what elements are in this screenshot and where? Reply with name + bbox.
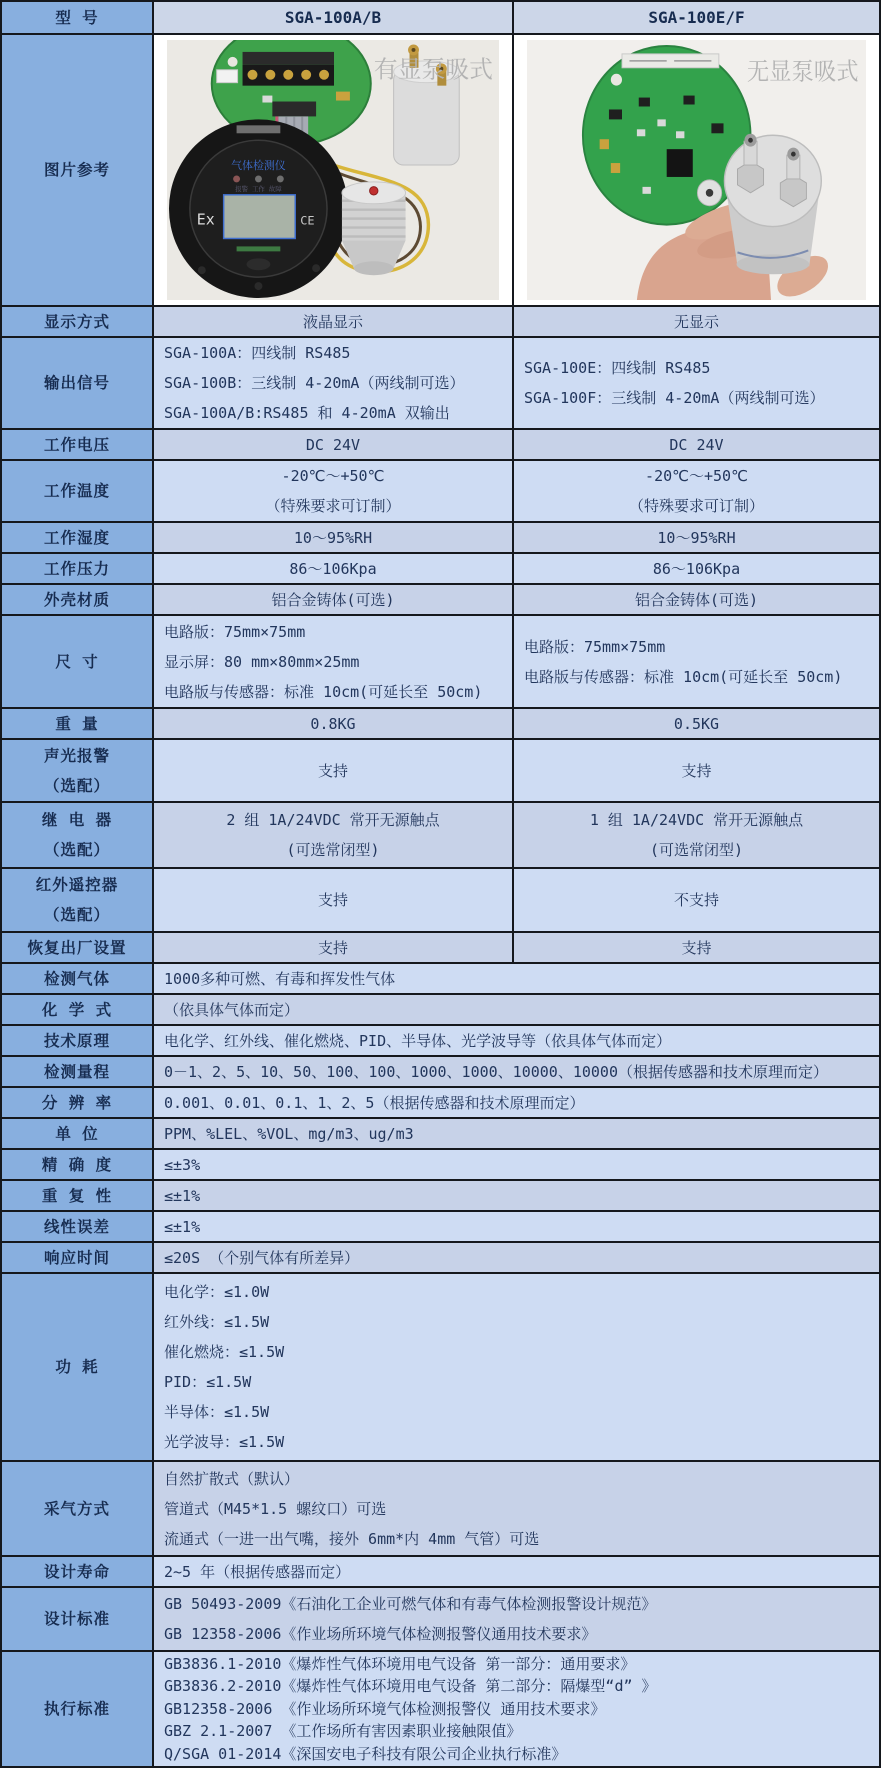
row-label: 外壳材质 xyxy=(2,585,154,614)
value-cell-b: 电路版：75mm×75mm 电路版与传感器：标准 10cm(可延长至 50cm) xyxy=(514,616,879,707)
row-label: 设计标准 xyxy=(2,1588,154,1650)
row-label-image-reference: 图片参考 xyxy=(2,35,154,305)
value-cell-full: ≤±3% xyxy=(154,1150,879,1179)
sensor-cylinder-icon xyxy=(342,182,406,275)
value-cell-full: 自然扩散式（默认） 管道式（M45*1.5 螺纹口）可选 流通式（一进一出气嘴，接外 6mm*内 4mm 气管）可选 xyxy=(154,1462,879,1555)
value-cell-a: -20℃～+50℃ （特殊要求可订制） xyxy=(154,461,514,521)
row-label: 检测量程 xyxy=(2,1057,154,1086)
value-cell-a: 电路版：75mm×75mm 显示屏：80 mm×80mm×25mm 电路版与传感器：标准 10cm(可延长至 50cm) xyxy=(154,616,514,707)
row-label: 检测气体 xyxy=(2,964,154,993)
value-cell-a: 支持 xyxy=(154,740,514,801)
value-cell-full: 电化学：≤1.0W 红外线：≤1.5W 催化燃烧：≤1.5W PID：≤1.5W 半导体：≤1.5W 光学波导：≤1.5W xyxy=(154,1274,879,1460)
ex-mark-text: Ex xyxy=(196,210,215,229)
value-cell-b: 无显示 xyxy=(514,307,879,336)
image-reference-row xyxy=(2,35,879,307)
spec-row-technical-principle xyxy=(2,1026,879,1057)
spec-row-working-voltage xyxy=(2,430,879,461)
value-cell-a: 液晶显示 xyxy=(154,307,514,336)
pcb-board-icon xyxy=(583,46,751,225)
value-cell-b: 1 组 1A/24VDC 常开无源触点 (可选常闭型) xyxy=(514,803,879,867)
spec-row-factory-reset xyxy=(2,933,879,964)
value-cell-a: 2 组 1A/24VDC 常开无源触点 (可选常闭型) xyxy=(154,803,514,867)
spec-row-working-temperature xyxy=(2,461,879,523)
table-header-row xyxy=(2,2,879,35)
row-label: 尺 寸 xyxy=(2,616,154,707)
detector-title-text: 气体检测仪 xyxy=(231,159,286,173)
row-label: 重 量 xyxy=(2,709,154,738)
gas-detector-icon xyxy=(169,119,348,298)
detector-led-labels: 报警 工作 故障 xyxy=(235,184,282,193)
value-cell-full: ≤±1% xyxy=(154,1212,879,1241)
value-cell-b: 10～95%RH xyxy=(514,523,879,552)
photo-b-watermark: 无显泵吸式 xyxy=(746,59,859,86)
value-cell-b: 支持 xyxy=(514,740,879,801)
value-cell-full: PPM、%LEL、%VOL、mg/m3、ug/m3 xyxy=(154,1119,879,1148)
row-label: 输出信号 xyxy=(2,338,154,428)
value-cell-a: 支持 xyxy=(154,869,514,931)
row-label: 分 辨 率 xyxy=(2,1088,154,1117)
value-cell-a: 10～95%RH xyxy=(154,523,514,552)
photo-a-illustration xyxy=(167,40,499,300)
value-cell-full: 电化学、红外线、催化燃烧、PID、半导体、光学波导等（依具体气体而定） xyxy=(154,1026,879,1055)
row-label: 工作压力 xyxy=(2,554,154,583)
row-label: 技术原理 xyxy=(2,1026,154,1055)
spec-row-chemical-formula xyxy=(2,995,879,1026)
row-label: 继 电 器 （选配） xyxy=(2,803,154,867)
row-label: 化 学 式 xyxy=(2,995,154,1024)
spec-row-relay xyxy=(2,803,879,869)
spec-row-units xyxy=(2,1119,879,1150)
spec-row-detection-range xyxy=(2,1057,879,1088)
row-label: 单 位 xyxy=(2,1119,154,1148)
spec-row-repeatability xyxy=(2,1181,879,1212)
photo-b-illustration xyxy=(527,40,866,300)
value-cell-a: 0.8KG xyxy=(154,709,514,738)
value-cell-b: SGA-100E：四线制 RS485 SGA-100F：三线制 4-20mA（两线制可选） xyxy=(514,338,879,428)
product-photo-sga100ef xyxy=(514,35,879,305)
spec-row-detected-gases xyxy=(2,964,879,995)
value-cell-b: 86～106Kpa xyxy=(514,554,879,583)
spec-row-design-standards xyxy=(2,1588,879,1652)
header-model-label: 型 号 xyxy=(2,2,154,33)
value-cell-full: 2~5 年（根据传感器而定） xyxy=(154,1557,879,1586)
spec-row-shell-material xyxy=(2,585,879,616)
row-label: 红外遥控器 （选配） xyxy=(2,869,154,931)
value-cell-full: ≤20S （个别气体有所差异） xyxy=(154,1243,879,1272)
photo-a-watermark: 有显泵吸式 xyxy=(373,55,494,84)
value-cell-a: SGA-100A：四线制 RS485 SGA-100B：三线制 4-20mA（两线制可选） SGA-100A/B:RS485 和 4-20mA 双输出 xyxy=(154,338,514,428)
value-cell-full: GB3836.1-2010《爆炸性气体环境用电气设备 第一部分：通用要求》 GB3836.2-2010《爆炸性气体环境用电气设备 第二部分：隔爆型“d” 》 GB12358-2006 《作业场所环境气体检测报警仪 通用技术要求》 GBZ 2.1-2007 《工作场所有害因素职业接触限值》 Q/SGA 01-2014《深国安电子科技有限公司企业执行标准》 xyxy=(154,1652,879,1766)
spec-row-working-pressure xyxy=(2,554,879,585)
spec-row-power-consumption xyxy=(2,1274,879,1462)
spec-row-ir-remote xyxy=(2,869,879,933)
spec-row-dimensions xyxy=(2,616,879,709)
row-label: 执行标准 xyxy=(2,1652,154,1766)
row-label: 功 耗 xyxy=(2,1274,154,1460)
spec-row-resolution xyxy=(2,1088,879,1119)
value-cell-full: GB 50493-2009《石油化工企业可燃气体和有毒气体检测报警设计规范》 GB 12358-2006《作业场所环境气体检测报警仪通用技术要求》 xyxy=(154,1588,879,1650)
row-label: 重 复 性 xyxy=(2,1181,154,1210)
value-cell-full: 1000多种可燃、有毒和挥发性气体 xyxy=(154,964,879,993)
header-model-a: SGA-100A/B xyxy=(154,2,514,33)
value-cell-b: 不支持 xyxy=(514,869,879,931)
row-label: 恢复出厂设置 xyxy=(2,933,154,962)
spec-row-execution-standards xyxy=(2,1652,879,1766)
header-model-b: SGA-100E/F xyxy=(514,2,879,33)
spec-row-weight xyxy=(2,709,879,740)
row-label: 工作湿度 xyxy=(2,523,154,552)
row-label: 工作温度 xyxy=(2,461,154,521)
value-cell-b: 支持 xyxy=(514,933,879,962)
value-cell-a: DC 24V xyxy=(154,430,514,459)
value-cell-b: 铝合金铸体(可选) xyxy=(514,585,879,614)
row-label: 响应时间 xyxy=(2,1243,154,1272)
spec-row-linearity-error xyxy=(2,1212,879,1243)
spec-row-audible-visual-alarm xyxy=(2,740,879,803)
sensor-canister-icon xyxy=(724,134,821,274)
spec-row-design-lifetime xyxy=(2,1557,879,1588)
value-cell-a: 支持 xyxy=(154,933,514,962)
value-cell-b: DC 24V xyxy=(514,430,879,459)
spec-row-display-mode xyxy=(2,307,879,338)
value-cell-b: -20℃～+50℃ （特殊要求可订制） xyxy=(514,461,879,521)
product-photo-sga100ab xyxy=(154,35,514,305)
row-label: 显示方式 xyxy=(2,307,154,336)
row-label: 采气方式 xyxy=(2,1462,154,1555)
value-cell-b: 0.5KG xyxy=(514,709,879,738)
row-label: 线性误差 xyxy=(2,1212,154,1241)
spec-row-output-signal xyxy=(2,338,879,430)
row-label: 声光报警 （选配） xyxy=(2,740,154,801)
row-label: 精 确 度 xyxy=(2,1150,154,1179)
value-cell-full: 0－1、2、5、10、50、100、100、1000、1000、10000、10000（根据传感器和技术原理而定） xyxy=(154,1057,879,1086)
value-cell-full: 0.001、0.01、0.1、1、2、5（根据传感器和技术原理而定） xyxy=(154,1088,879,1117)
ce-mark-text: CE xyxy=(300,213,315,228)
value-cell-full: （依具体气体而定） xyxy=(154,995,879,1024)
value-cell-a: 铝合金铸体(可选) xyxy=(154,585,514,614)
row-label: 工作电压 xyxy=(2,430,154,459)
spec-row-gas-sampling-method xyxy=(2,1462,879,1557)
spec-row-response-time xyxy=(2,1243,879,1274)
value-cell-full: ≤±1% xyxy=(154,1181,879,1210)
row-label: 设计寿命 xyxy=(2,1557,154,1586)
value-cell-a: 86～106Kpa xyxy=(154,554,514,583)
spec-row-accuracy xyxy=(2,1150,879,1181)
spec-row-working-humidity xyxy=(2,523,879,554)
